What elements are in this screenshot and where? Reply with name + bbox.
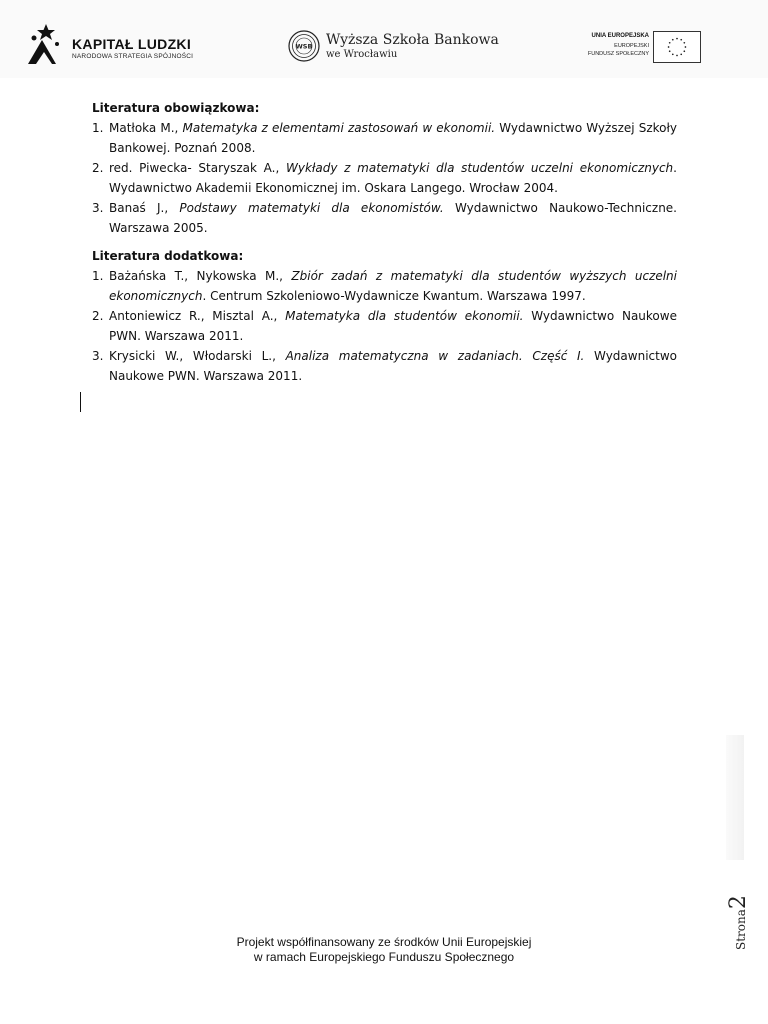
reference-title: Wykłady z matematyki dla studentów uczelni ekonomicznych — [286, 161, 674, 175]
page-number-value: 2 — [726, 895, 751, 910]
reference-item — [92, 198, 677, 238]
section-heading: Literatura dodatkowa: — [92, 249, 244, 263]
reference-number: 2. — [92, 161, 104, 175]
reference-title: Podstawy matematyki dla ekonomistów. — [179, 201, 444, 215]
page-footer — [150, 935, 618, 965]
eu-logo — [575, 31, 705, 63]
kapital-ludzki-emblem-icon — [26, 22, 62, 66]
eu-line-2: FUNDUSZ SPOŁECZNY — [587, 51, 649, 57]
wsb-name: Wyższa Szkoła Bankowa — [326, 32, 499, 48]
kapital-ludzki-title: KAPITAŁ LUDZKI — [72, 36, 192, 52]
reference-number: 2. — [92, 309, 104, 323]
kapital-ludzki-subtitle: NARODOWA STRATEGIA SPÓJNOŚCI — [72, 53, 194, 60]
reference-publisher: Wydawnictwo Naukowe PWN. Warszawa 2011. — [109, 349, 677, 383]
kapital-ludzki-logo — [20, 22, 220, 70]
reference-list — [92, 266, 677, 386]
reference-authors: Antoniewicz R., Misztal A., — [109, 309, 286, 323]
reference-number: 1. — [92, 121, 104, 135]
reference-item — [92, 266, 677, 306]
reference-title: Zbiór zadań z matematyki dla studentów wyższych uczelni ekonomicznych — [109, 269, 677, 303]
reference-authors: Matłoka M., — [109, 121, 183, 135]
reference-publisher: Wydawnictwo Wyższej Szkoły Bankowej. Poznań 2008. — [109, 121, 678, 155]
margin-shade — [726, 735, 744, 860]
reference-authors: red. Piwecka- Staryszak A., — [109, 161, 287, 175]
reference-title: Matematyka dla studentów ekonomii. — [285, 309, 524, 323]
page-label: Strona — [734, 909, 748, 950]
text-cursor — [80, 392, 81, 412]
reference-number: 3. — [92, 349, 104, 363]
reference-publisher: . Centrum Szkoleniowo-Wydawnicze Kwantum. Warszawa 1997. — [202, 289, 586, 303]
section-heading: Literatura obowiązkowa: — [92, 101, 260, 115]
reference-item — [92, 306, 677, 346]
footer-line-1: Projekt współfinansowany ze środków Unii Europejskiej — [236, 935, 532, 949]
wsb-city: we Wrocławiu — [326, 49, 398, 60]
reference-title: Matematyka z elementami zastosowań w ekonomii. — [182, 121, 496, 135]
page-header — [0, 0, 768, 78]
wsb-seal-icon — [288, 30, 320, 62]
reference-publisher: Wydawnictwo Naukowo-Techniczne. Warszawa 2005. — [109, 201, 677, 235]
reference-item — [92, 118, 677, 158]
wsb-seal-text: WSB — [295, 42, 313, 51]
reference-authors: Krysicki W., Włodarski L., — [109, 349, 286, 363]
section-additional — [92, 246, 677, 386]
page-number-rotated — [726, 895, 751, 950]
reference-authors: Bażańska T., Nykowska M., — [109, 269, 292, 283]
footer-line-2: w ramach Europejskiego Funduszu Społecznego — [253, 950, 515, 964]
eu-flag-icon — [653, 31, 701, 63]
reference-publisher: . Wydawnictwo Akademii Ekonomicznej im. Oskara Langego. Wrocław 2004. — [109, 161, 677, 195]
eu-line-1: EUROPEJSKI — [614, 43, 649, 49]
section-required — [92, 98, 677, 238]
reference-number: 1. — [92, 269, 104, 283]
reference-number: 3. — [92, 201, 104, 215]
bibliography-content — [92, 98, 677, 386]
reference-authors: Banaś J., — [109, 201, 180, 215]
reference-title: Analiza matematyczna w zadaniach. Część I. — [285, 349, 585, 363]
reference-list — [92, 118, 677, 238]
eu-title: UNIA EUROPEJSKA — [591, 33, 649, 39]
reference-item — [92, 346, 677, 386]
reference-item — [92, 158, 677, 198]
wsb-logo — [288, 30, 508, 64]
page-number — [712, 862, 752, 952]
reference-publisher: Wydawnictwo Naukowe PWN. Warszawa 2011. — [109, 309, 677, 343]
